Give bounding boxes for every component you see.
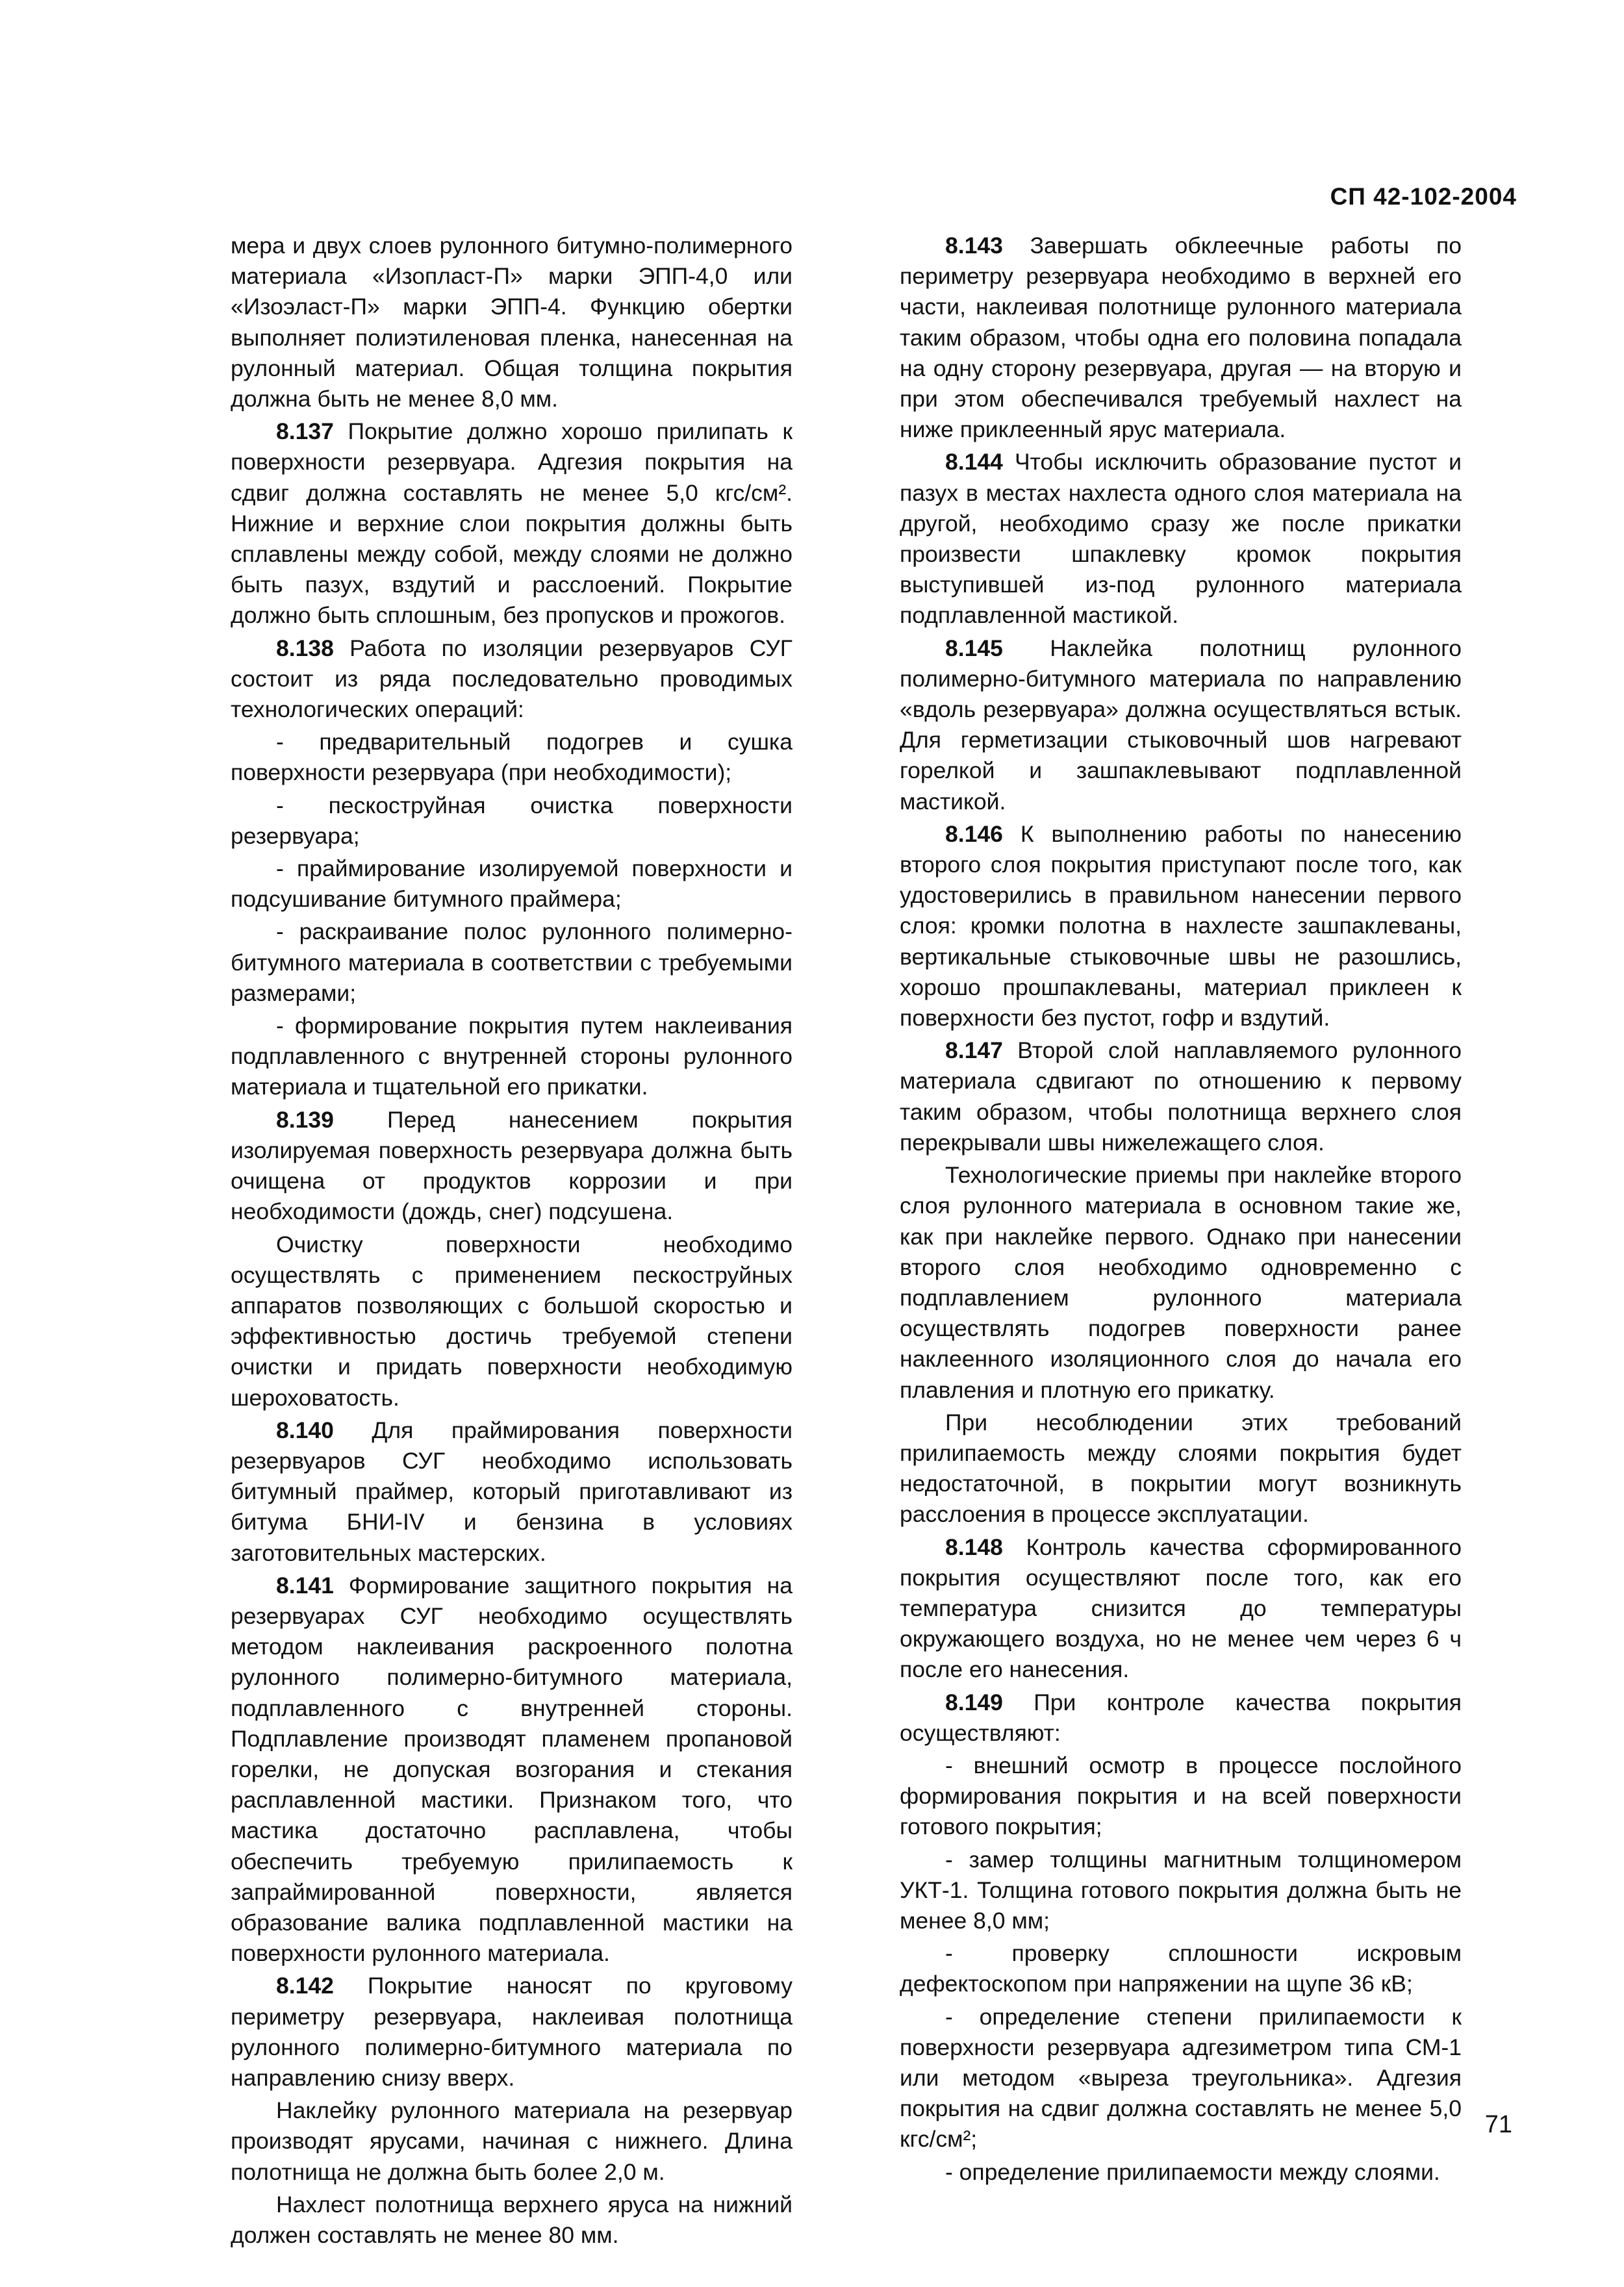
clause-number: 8.138: [276, 635, 334, 661]
paragraph-text: - проверку сплошности искровым дефектоскопом при напряжении на щупе 36 кВ;: [900, 1940, 1462, 1997]
list-item: [900, 2157, 1462, 2188]
paragraph-text: - определение степени прилипаемости к поверхности резервуара адгезиметром типа СМ-1 или методом «выреза треугольника». Адгезия покрытия на сдвиг должна составлять не менее 5,0 кгс/см²;: [900, 2003, 1462, 2153]
paragraph-text: Покрытие наносят по круговому периметру резервуара, наклеивая полотнища рулонного полимерно-битумного материала по направлению снизу вверх.: [231, 1973, 793, 2091]
list-item: [900, 1750, 1462, 1843]
clause-number: 8.142: [276, 1973, 334, 1999]
paragraph-text: К выполнению работы по нанесению второго слоя покрытия приступают после того, как удостоверились в правильном нанесении первого слоя: кромки полотна в нахлесте зашпаклеваны, вертикальные стыковочные швы не разошлись, хорошо прошпаклеваны, материал приклеен к поверхности без пустот, гофр и вздутий.: [900, 820, 1462, 1031]
paragraph-text: - замер толщины магнитным толщиномером УКТ-1. Толщина готового покрытия должна быть не менее 8,0 мм;: [900, 1846, 1462, 1934]
paragraph-text: - определение прилипаемости между слоями.: [945, 2158, 1440, 2185]
clause-paragraph: [900, 231, 1462, 445]
clause-paragraph: [231, 1415, 793, 1569]
paragraph-continuation: [231, 231, 793, 414]
list-item: [231, 853, 793, 915]
paragraph-text: При контроле качества покрытия осуществляют:: [900, 1689, 1462, 1746]
paragraph: [900, 1160, 1462, 1406]
clause-number: 8.146: [945, 820, 1003, 847]
document-code-header: СП 42-102-2004: [1330, 183, 1517, 210]
clause-number: 8.148: [945, 1534, 1003, 1560]
paragraph-text: Очистку поверхности необходимо осуществлять с применением пескоструйных аппаратов позволяющих с большой скоростью и эффективностью достичь требуемой степени очистки и придать поверхности необходимую шероховатость.: [231, 1231, 793, 1411]
paragraph-text: - формирование покрытия путем наклеивания подплавленного с внутренней стороны рулонного материала и тщательной его прикатки.: [231, 1013, 793, 1100]
paragraph-text: - внешний осмотр в процессе послойного формирования покрытия и на всей поверхности готового покрытия;: [900, 1752, 1462, 1840]
paragraph-text: Завершать обклеечные работы по периметру резервуара необходимо в верхней его части, наклеивая полотнище рулонного материала таким образом, чтобы одна его половина попадала на одну сторону резервуара, другая — на вторую и при этом обеспечивался требуемый нахлест на ниже приклеенный ярус материала.: [900, 233, 1462, 443]
paragraph-text: Перед нанесением покрытия изолируемая поверхность резервуара должна быть очищена от продуктов коррозии и при необходимости (дождь, снег) подсушена.: [231, 1106, 793, 1225]
paragraph-text: При несоблюдении этих требований прилипаемость между слоями покрытия будет недостаточной, в покрытии могут возникнуть расслоения в процессе эксплуатации.: [900, 1409, 1462, 1528]
paragraph: [231, 2190, 793, 2251]
paragraph-text: Второй слой наплавляемого рулонного материала сдвигают по отношению к первому таким образом, чтобы полотнища верхнего слоя перекрывали швы нижележащего слоя.: [900, 1037, 1462, 1156]
clause-paragraph: [900, 1687, 1462, 1749]
list-item: [900, 2002, 1462, 2155]
paragraph: [900, 1408, 1462, 1530]
clause-paragraph: [231, 1971, 793, 2093]
paragraph-text: мера и двух слоев рулонного битумно-полимерного материала «Изопласт-П» марки ЭПП-4,0 или «Изоэласт-П» марки ЭПП-4. Функцию обертки выполняет полиэтиленовая пленка, нанесенная на рулонный материал. Общая толщина покрытия должна быть не менее 8,0 мм.: [231, 233, 793, 412]
clause-number: 8.139: [276, 1106, 334, 1133]
clause-paragraph: [231, 1571, 793, 1969]
list-item: [231, 1011, 793, 1103]
clause-number: 8.145: [945, 635, 1003, 661]
clause-number: 8.144: [945, 449, 1003, 475]
clause-number: 8.140: [276, 1417, 334, 1443]
list-item: [231, 790, 793, 852]
clause-number: 8.147: [945, 1037, 1003, 1064]
clause-paragraph: [900, 447, 1462, 631]
clause-number: 8.141: [276, 1572, 334, 1598]
paragraph-text: Наклейку рулонного материала на резервуар производят ярусами, начиная с нижнего. Длина полотнища не должна быть более 2,0 м.: [231, 2097, 793, 2185]
paragraph-text: Покрытие должно хорошо прилипать к поверхности резервуара. Адгезия покрытия на сдвиг должна составлять не менее 5,0 кгс/см². Нижние и верхние слои покрытия должны быть сплавлены между собой, между слоями не должно быть пазух, вздутий и расслоений. Покрытие должно быть сплошным, без пропусков и прожогов.: [231, 418, 793, 629]
right-text-column: [900, 231, 1462, 2188]
clause-paragraph: [231, 1105, 793, 1228]
left-text-column: [231, 231, 793, 2251]
clause-paragraph: [900, 633, 1462, 817]
list-item: [900, 1845, 1462, 1937]
paragraph-text: Наклейка полотнищ рулонного полимерно-битумного материала по направлению «вдоль резервуара» должна осуществляться встык. Для герметизации стыковочный шов нагревают горелкой и зашпаклевывают подплавленной мастикой.: [900, 635, 1462, 815]
paragraph-text: - раскраивание полос рулонного полимерно-битумного материала в соответствии с требуемыми размерами;: [231, 918, 793, 1006]
paragraph-text: - пескоструйная очистка поверхности резервуара;: [231, 792, 793, 849]
paragraph-text: Формирование защитного покрытия на резервуарах СУГ необходимо осуществлять методом наклеивания раскроенного полотна рулонного полимерно-битумного материала, подплавленного с внутренней стороны. Подплавление производят пламенем пропановой горелки, не допуская возгорания и стекания расплавленной мастики. Признаком того, что мастика достаточно расплавлена, чтобы обеспечить требуемую прилипаемость к запраймированной поверхности, является образование валика подплавленной мастики на поверхности рулонного материала.: [231, 1572, 793, 1967]
paragraph-text: Нахлест полотнища верхнего яруса на нижний должен составлять не менее 80 мм.: [231, 2191, 793, 2248]
list-item: [900, 1938, 1462, 1999]
clause-number: 8.149: [945, 1689, 1003, 1715]
paragraph-text: Технологические приемы при наклейке второго слоя рулонного материала в основном такие же, как при наклейке первого. Однако при нанесении второго слоя необходимо одновременно с подплавлением рулонного материала осуществлять подогрев поверхности ранее наклеенного изоляционного слоя до начала его плавления и плотную его прикатку.: [900, 1162, 1462, 1403]
clause-paragraph: [231, 633, 793, 726]
list-item: [231, 727, 793, 788]
paragraph-text: Для праймирования поверхности резервуаров СУГ необходимо использовать битумный праймер, который приготавливают из битума БНИ-IV и бензина в условиях заготовительных мастерских.: [231, 1417, 793, 1566]
list-item: [231, 916, 793, 1009]
paragraph: [231, 1230, 793, 1413]
page-number: 71: [1484, 2111, 1512, 2138]
paragraph-text: Чтобы исключить образование пустот и пазух в местах нахлеста одного слоя материала на другой, необходимо сразу же после прикатки произвести шпаклевку кромок покрытия выступившей из-под рулонного материала подплавленной мастикой.: [900, 449, 1462, 629]
paragraph-text: Работа по изоляции резервуаров СУГ состоит из ряда последовательно проводимых технологических операций:: [231, 635, 793, 723]
paragraph-text: - предварительный подогрев и сушка поверхности резервуара (при необходимости);: [231, 729, 793, 786]
clause-number: 8.137: [276, 418, 334, 445]
paragraph-text: - праймирование изолируемой поверхности и подсушивание битумного праймера;: [231, 855, 793, 913]
clause-paragraph: [900, 819, 1462, 1033]
paragraph-text: Контроль качества сформированного покрытия осуществляют после того, как его температура снизится до температуры окружающего воздуха, но не менее чем через 6 ч после его нанесения.: [900, 1534, 1462, 1683]
clause-number: 8.143: [945, 233, 1003, 259]
paragraph: [231, 2095, 793, 2188]
clause-paragraph: [231, 416, 793, 631]
clause-paragraph: [900, 1532, 1462, 1686]
clause-paragraph: [900, 1035, 1462, 1158]
